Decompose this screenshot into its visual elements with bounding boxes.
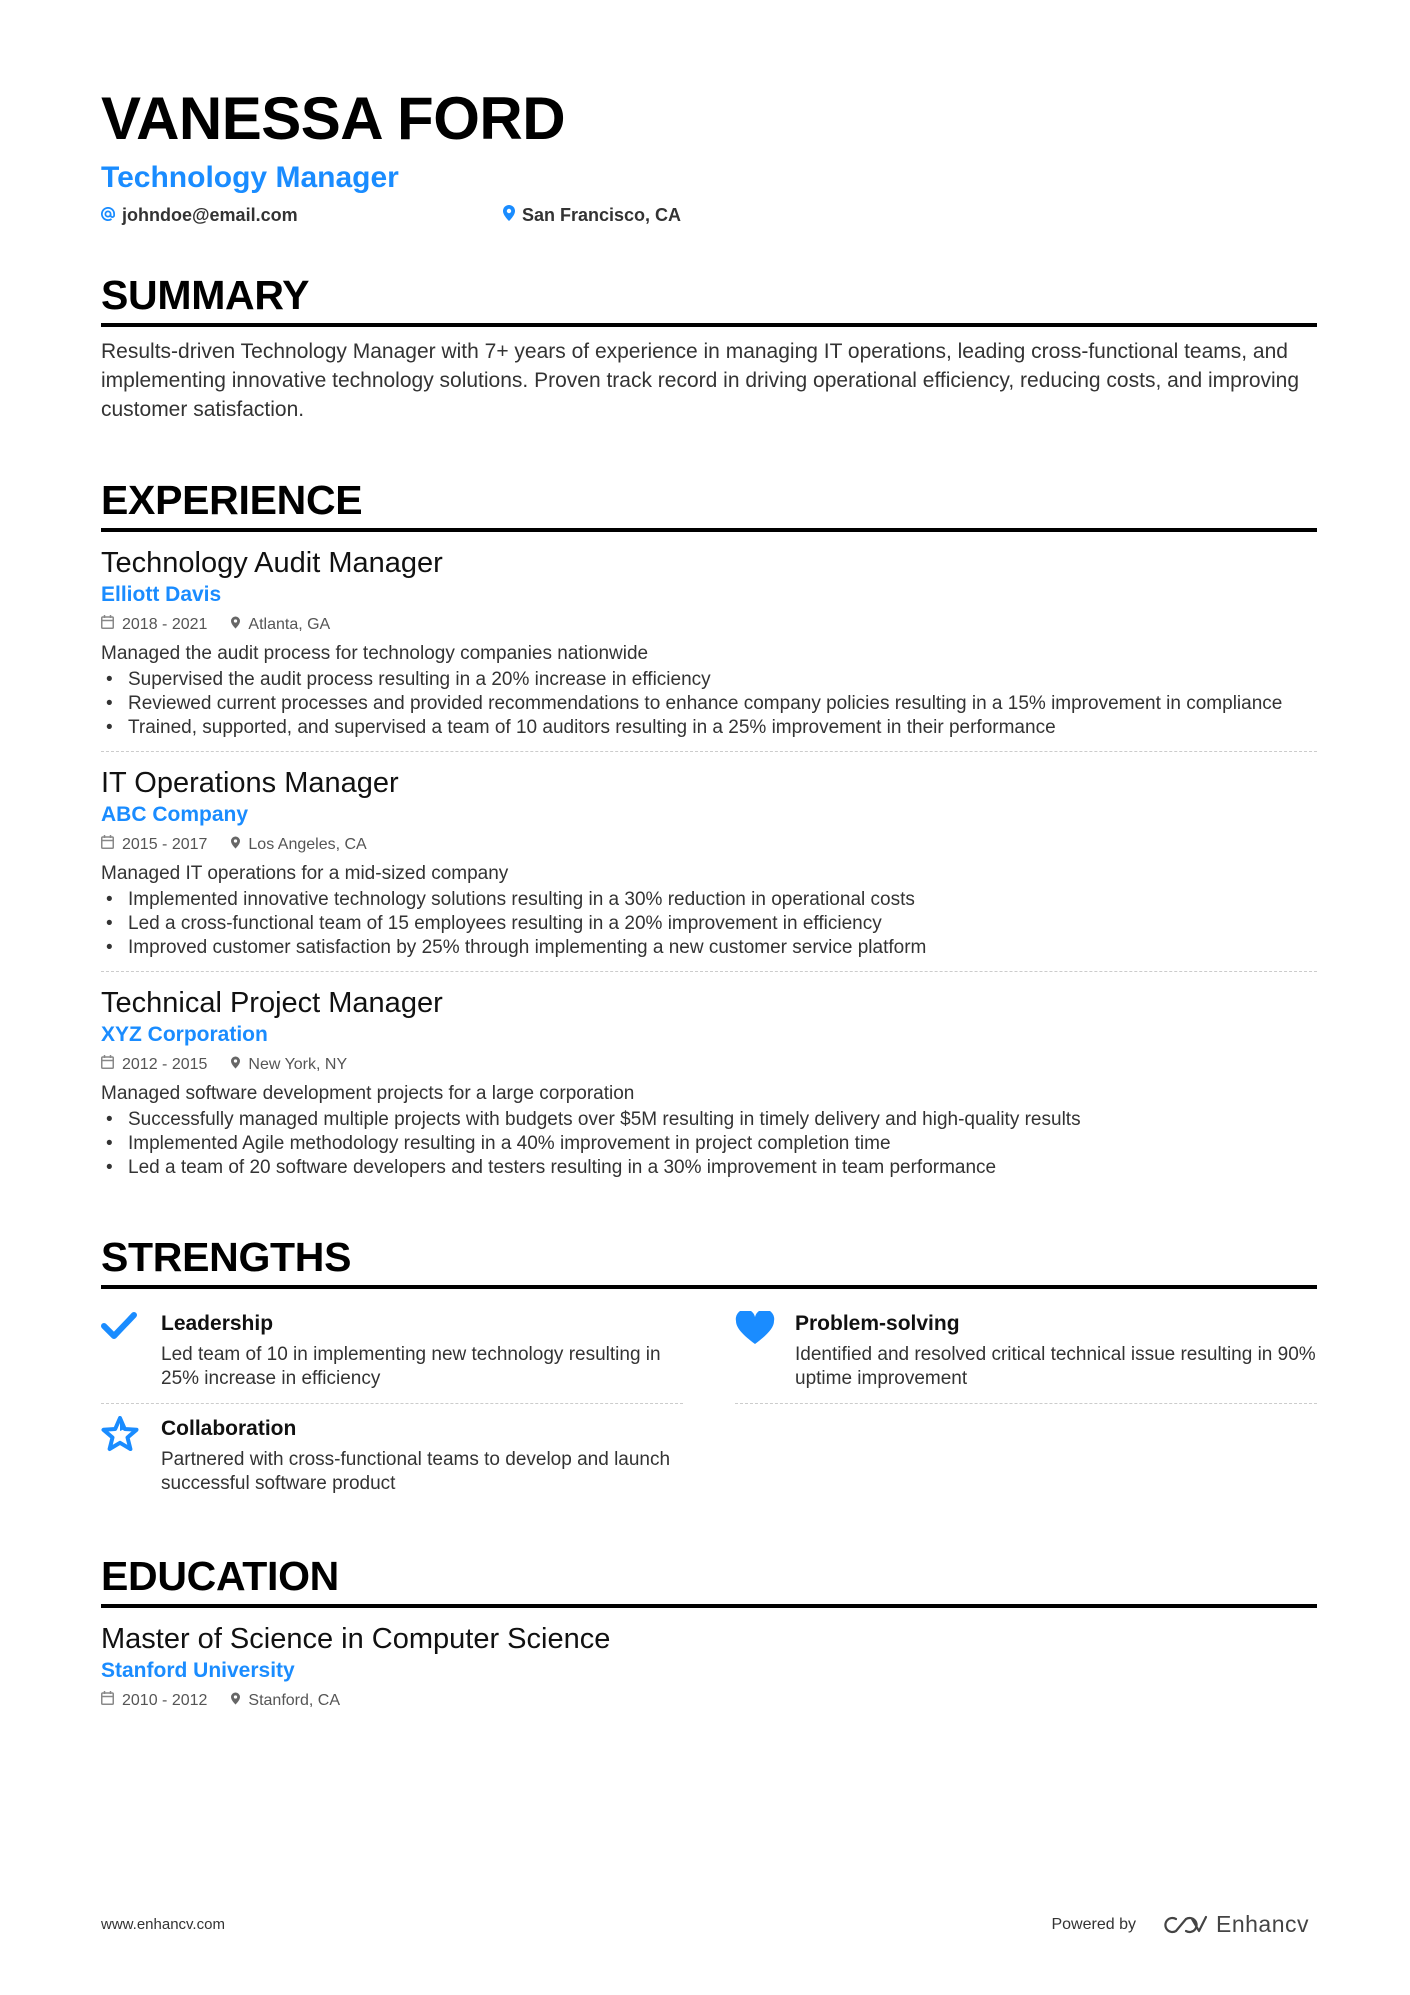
job-location <box>231 1054 347 1076</box>
job-bullet: • Supervised the audit process resulting in a 20% increase in efficiency <box>101 668 1317 692</box>
job-description: Managed IT operations for a mid-sized company <box>101 863 509 884</box>
strength-title: Leadership <box>161 1312 274 1335</box>
job-company: ABC Company <box>101 803 249 826</box>
map-pin-icon <box>503 203 522 227</box>
strengths-heading: STRENGTHS <box>101 1234 352 1280</box>
strength-item <box>735 1299 1317 1404</box>
education-heading: EDUCATION <box>101 1553 339 1599</box>
star-icon <box>101 1414 161 1496</box>
job-bullets <box>101 668 1317 740</box>
experience-section <box>101 476 1317 1191</box>
education-dates <box>101 1690 207 1712</box>
job-location <box>231 834 366 856</box>
page-footer <box>101 1911 1309 1938</box>
strength-description: Identified and resolved critical technical issue resulting in 90% uptime improvement <box>795 1344 1316 1389</box>
calendar-icon <box>101 1690 122 1712</box>
job-dates-text: 2018 - 2021 <box>122 616 208 633</box>
job-dates-text: 2012 - 2015 <box>122 1056 208 1073</box>
heart-icon <box>735 1309 795 1391</box>
map-pin-icon <box>231 1054 248 1076</box>
map-pin-icon <box>231 834 248 856</box>
summary-text: Results-driven Technology Manager with 7+ years of experience in managing IT operations, leading cross-functional teams, and implementing innovative technology solutions. Proven track record in driving operational efficiency, reducing costs, and improving customer satisfaction. <box>101 340 1300 421</box>
job-bullet: • Reviewed current processes and provided recommendations to enhance company policies resulting in a 15% improvement in compliance <box>101 692 1317 716</box>
enhancv-logo[interactable] <box>1162 1911 1309 1938</box>
experience-heading: EXPERIENCE <box>101 477 363 523</box>
education-school: Stanford University <box>101 1659 295 1682</box>
candidate-name: VANESSA FORD <box>101 85 566 152</box>
map-pin-icon <box>231 614 248 636</box>
education-location <box>231 1690 340 1712</box>
strength-description: Led team of 10 in implementing new technology resulting in 25% increase in efficiency <box>161 1344 661 1389</box>
summary-heading: SUMMARY <box>101 272 310 318</box>
resume-header <box>101 84 1317 227</box>
job-bullet: • Trained, supported, and supervised a team of 10 auditors resulting in a 25% improvement in their performance <box>101 716 1317 740</box>
resume-page <box>101 84 1317 1723</box>
powered-by-text: Powered by <box>1051 1915 1136 1933</box>
brand-text: Enhancv <box>1215 1911 1309 1937</box>
job-bullet: • Implemented innovative technology solutions resulting in a 30% reduction in operational costs <box>101 888 1317 912</box>
strength-item <box>101 1404 683 1508</box>
job-bullets <box>101 888 1317 960</box>
job-entry <box>101 752 1317 972</box>
job-location-text: New York, NY <box>248 1056 348 1073</box>
job-entry <box>101 532 1317 752</box>
strengths-grid <box>101 1299 1317 1508</box>
strength-description: Partnered with cross-functional teams to develop and launch successful software product <box>161 1449 671 1494</box>
job-company: Elliott Davis <box>101 583 222 606</box>
strength-title: Problem-solving <box>795 1312 960 1335</box>
section-divider <box>101 1285 1317 1289</box>
section-divider <box>101 323 1317 327</box>
education-location-text: Stanford, CA <box>248 1692 341 1709</box>
job-role: Technical Project Manager <box>101 987 443 1019</box>
at-icon <box>101 203 122 227</box>
education-dates-text: 2010 - 2012 <box>122 1692 208 1709</box>
strengths-section <box>101 1233 1317 1508</box>
contact-row <box>101 203 1317 227</box>
job-role: Technology Audit Manager <box>101 547 443 579</box>
email-contact[interactable] <box>101 203 503 227</box>
job-bullet: • Implemented Agile methodology resulting in a 40% improvement in project completion time <box>101 1132 1317 1156</box>
job-dates <box>101 834 207 856</box>
calendar-icon <box>101 1054 122 1076</box>
calendar-icon <box>101 834 122 856</box>
strength-item <box>101 1299 683 1404</box>
job-description: Managed software development projects for a large corporation <box>101 1083 635 1104</box>
location-text: San Francisco, CA <box>522 205 682 225</box>
job-bullet: • Improved customer satisfaction by 25% through implementing a new customer service platform <box>101 936 1317 960</box>
job-location-text: Atlanta, GA <box>248 616 331 633</box>
candidate-title: Technology Manager <box>101 161 399 194</box>
job-location <box>231 614 330 636</box>
job-dates-text: 2015 - 2017 <box>122 836 208 853</box>
job-meta <box>101 834 1317 856</box>
job-location-text: Los Angeles, CA <box>248 836 367 853</box>
job-meta <box>101 1054 1317 1076</box>
job-bullet: • Successfully managed multiple projects with budgets over $5M resulting in timely delivery and high-quality results <box>101 1108 1317 1132</box>
job-bullet: • Led a cross-functional team of 15 employees resulting in a 20% improvement in efficiency <box>101 912 1317 936</box>
enhancv-logo-icon <box>1162 1914 1208 1936</box>
job-dates <box>101 614 207 636</box>
location-contact <box>503 203 681 227</box>
job-role: IT Operations Manager <box>101 767 399 799</box>
map-pin-icon <box>231 1690 248 1712</box>
job-bullets <box>101 1108 1317 1180</box>
job-meta <box>101 614 1317 636</box>
check-icon <box>101 1309 161 1391</box>
education-entry <box>101 1608 1317 1723</box>
summary-section <box>101 271 1317 424</box>
job-company: XYZ Corporation <box>101 1023 268 1046</box>
footer-branding <box>1051 1911 1309 1938</box>
strength-title: Collaboration <box>161 1417 297 1440</box>
education-meta <box>101 1690 1317 1712</box>
calendar-icon <box>101 614 122 636</box>
education-degree: Master of Science in Computer Science <box>101 1623 611 1655</box>
job-bullet: • Led a team of 20 software developers and testers resulting in a 30% improvement in team performance <box>101 1156 1317 1180</box>
job-entry <box>101 972 1317 1191</box>
job-description: Managed the audit process for technology companies nationwide <box>101 643 649 664</box>
email-text: johndoe@email.com <box>122 205 298 225</box>
education-section <box>101 1552 1317 1723</box>
footer-website[interactable]: www.enhancv.com <box>101 1916 225 1933</box>
job-dates <box>101 1054 207 1076</box>
